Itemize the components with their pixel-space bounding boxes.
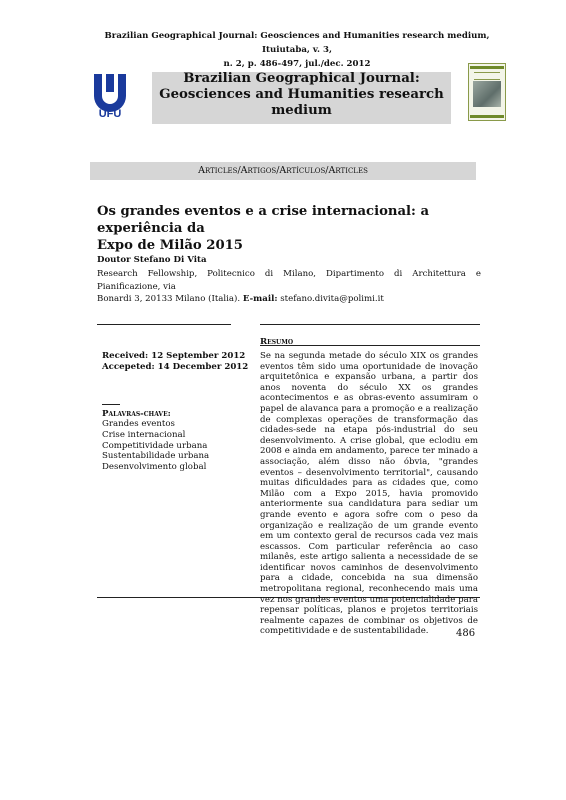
cover-band-bottom	[470, 115, 504, 118]
journal-title	[152, 71, 451, 119]
keywords-heading: Palavras-chave:	[102, 409, 171, 419]
cover-title-lines	[474, 72, 500, 80]
section-label: Articles/Artigos/Artículos/Articles	[198, 165, 368, 176]
article-title-line-1: Os grandes eventos e a crise internacional: a experiência da	[97, 204, 430, 236]
keyword-item: Competitividade urbana	[102, 440, 208, 451]
keyword-item: Sustentabilidade urbana	[102, 451, 210, 462]
submission-dates	[102, 351, 248, 373]
cover-image	[473, 81, 501, 107]
journal-citation	[90, 29, 504, 71]
abstract-text: Se na segunda metade do século XIX os grandes eventos têm sido uma oportunidade de inovação arquitetônica e expansão urbana, a partir dos anos noventa do século XX os grandes acontecimentos e as obras-evento assumiram o papel de alavanca para a promoção e a realização de complexas operações de transformação das cidades-sede na etapa pós-industrial do seu desenvolvimento. A crise global, que eclodiu em 2008 e ainda em andamento, parece ter minado a associação, além disso não óbvia, "grandes eventos – desenvolvimento territorial", causando muitas dificuldades para as cidades que, como Milão com a Expo 2015, havia promovido anteriormente sua candidatura para sediar um grande evento e agora sofre com o peso da organização e realização de um grande evento em um contexto geral de recursos cada vez mais escassos. Com particular referência ao caso milanês, este artigo salienta a necessidade de se identificar novos caminhos de desenvolvimento para a cidade, concebida na sua dimensão metropolitana regional, reconhecendo mais uma vez nos grandes eventos uma potencialidade para repensar políticas, planos e projetos territoriais realmente capazes de combinar os objetivos de competitividade e de sustentabilidade.	[260, 351, 478, 637]
citation-line-2: n. 2, p. 486-497, jul./dec. 2012	[223, 59, 371, 69]
affiliation-address: Bonardi 3, 20133 Milano (Italia).	[97, 294, 241, 304]
accepted-date: Accepeted: 14 December 2012	[102, 362, 249, 372]
author-affiliation	[97, 268, 481, 306]
ufu-logo-text: UFU	[98, 108, 122, 120]
affiliation-line-2	[97, 293, 481, 306]
author-email[interactable]: stefano.divita@polimi.it	[280, 294, 384, 304]
affiliation-line-1: Research Fellowship, Politecnico di Milano, Dipartimento di Architettura e Pianificazione, via	[97, 269, 481, 292]
journal-title-line-2: Geosciences and Humanities research	[159, 87, 444, 102]
author-name: Doutor Stefano Di Vita	[97, 255, 207, 265]
abstract-top-rule	[260, 324, 480, 325]
keyword-item: Desenvolvimento global	[102, 462, 207, 473]
journal-title-line-1: Brazilian Geographical Journal:	[183, 71, 420, 86]
abstract-heading: Resumo	[260, 337, 294, 347]
citation-line-1: Brazilian Geographical Journal: Geosciences and Humanities research medium, Ituiutaba, v. 3,	[104, 31, 490, 55]
keywords-top-rule	[102, 404, 120, 405]
journal-title-line-3: medium	[271, 103, 332, 118]
left-divider	[97, 324, 231, 325]
email-label: E-mail:	[242, 294, 278, 304]
received-date: Received: 12 September 2012	[102, 351, 246, 361]
journal-cover-thumbnail	[468, 63, 506, 121]
keyword-item: Crise internacional	[102, 429, 186, 440]
page-number: 486	[456, 628, 476, 639]
keywords-list	[102, 419, 209, 473]
article-title	[97, 203, 492, 254]
cover-band-top	[470, 66, 504, 69]
article-title-line-2: Expo de Milão 2015	[97, 238, 243, 253]
keyword-item: Grandes eventos	[102, 419, 175, 429]
